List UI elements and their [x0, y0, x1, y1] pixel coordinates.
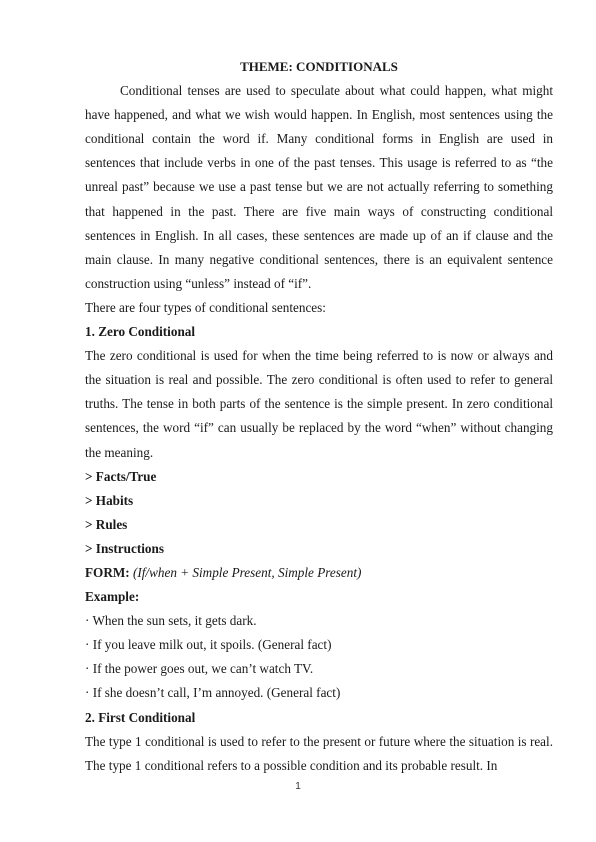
example-label: Example: [85, 589, 140, 605]
use-item: > Rules [85, 516, 128, 532]
zero-conditional-body: The zero conditional is used for when the time being referred to is now or always and the situation is real and possible. The zero conditional is often used to refer to general truths. The tense in both parts of the sentence is the simple present. In zero conditional sentences, the word “if” can usually be replaced by the word “when” without changing the meaning. [85, 348, 553, 460]
first-conditional-body: The type 1 conditional is used to refer to the present or future where the situation is real. The type 1 conditional refers to a possible condition and its probable result. In [85, 733, 553, 773]
types-intro: There are four types of conditional sentences: [85, 299, 326, 315]
page-title: THEME: CONDITIONALS [240, 59, 398, 74]
form-line [85, 561, 553, 585]
intro-paragraph: Conditional tenses are used to speculate about what could happen, what might have happened, and what we wish would happen. In English, most sentences using the conditional contain the word if. Many conditional forms in English are used in sentences that include verbs in one of the past tenses. This usage is referred to as “the unreal past” because we use a past tense but we are not actually referring to something that happened in the past. There are five main ways of constructing conditional sentences in English. In all cases, these sentences are made up of an if clause and the main clause. In many negative conditional sentences, there is an equivalent sentence construction using “unless” instead of “if”. [85, 83, 553, 291]
page-content [85, 55, 553, 778]
example-item: · When the sun sets, it gets dark. [85, 613, 257, 629]
example-item: · If you leave milk out, it spoils. (General fact) [85, 637, 332, 653]
example-item: · If she doesn’t call, I’m annoyed. (General fact) [85, 685, 341, 701]
page-number: 1 [295, 781, 301, 792]
example-item: · If the power goes out, we can’t watch TV. [85, 661, 314, 677]
use-item: > Facts/True [85, 468, 157, 484]
use-item: > Habits [85, 492, 134, 508]
zero-conditional-heading: 1. Zero Conditional [85, 324, 196, 340]
first-conditional-heading: 2. First Conditional [85, 709, 196, 725]
form-value: (If/when + Simple Present, Simple Present) [132, 564, 362, 580]
form-label: FORM: [85, 564, 130, 580]
use-item: > Instructions [85, 540, 164, 556]
